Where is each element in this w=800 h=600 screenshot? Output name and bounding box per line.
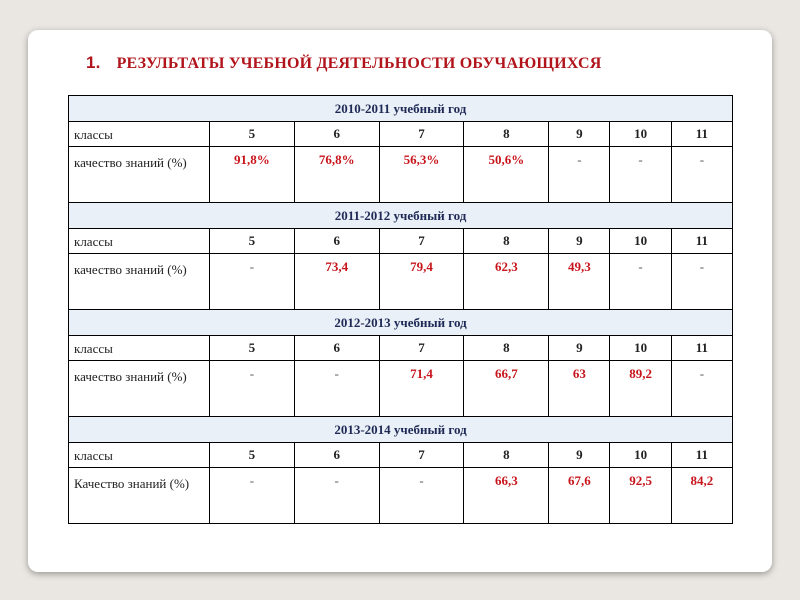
class-number-cell: 5 xyxy=(210,443,295,468)
class-number-cell: 7 xyxy=(379,336,464,361)
class-number-cell: 10 xyxy=(610,229,671,254)
class-number-cell: 5 xyxy=(210,229,295,254)
class-number-cell: 9 xyxy=(549,336,610,361)
quality-value-cell: 91,8% xyxy=(210,147,295,203)
year-row xyxy=(69,310,733,336)
results-table xyxy=(68,95,733,524)
class-number-cell: 7 xyxy=(379,443,464,468)
results-table-body xyxy=(69,96,733,524)
quality-value-cell: 89,2 xyxy=(610,361,671,417)
quality-value-cell: - xyxy=(610,254,671,310)
class-number-cell: 9 xyxy=(549,229,610,254)
class-number-cell: 6 xyxy=(294,443,379,468)
quality-value-cell: 79,4 xyxy=(379,254,464,310)
year-heading: 2012-2013 учебный год xyxy=(69,310,733,336)
classes-label: классы xyxy=(69,336,210,361)
quality-value-cell: - xyxy=(671,147,732,203)
class-number-cell: 6 xyxy=(294,229,379,254)
quality-row xyxy=(69,361,733,417)
class-number-cell: 5 xyxy=(210,122,295,147)
quality-value-cell: - xyxy=(210,468,295,524)
quality-value-cell: - xyxy=(610,147,671,203)
quality-value-cell: - xyxy=(671,254,732,310)
quality-value-cell: 76,8% xyxy=(294,147,379,203)
quality-value-cell: 63 xyxy=(549,361,610,417)
class-number-cell: 8 xyxy=(464,229,549,254)
class-number-cell: 9 xyxy=(549,443,610,468)
class-number-cell: 8 xyxy=(464,336,549,361)
quality-value-cell: - xyxy=(379,468,464,524)
class-number-cell: 6 xyxy=(294,122,379,147)
classes-label: классы xyxy=(69,122,210,147)
quality-value-cell: 66,7 xyxy=(464,361,549,417)
class-number-cell: 6 xyxy=(294,336,379,361)
class-number-cell: 10 xyxy=(610,122,671,147)
quality-value-cell: - xyxy=(294,361,379,417)
quality-label: качество знаний (%) xyxy=(69,361,210,417)
class-number-cell: 9 xyxy=(549,122,610,147)
quality-value-cell: 73,4 xyxy=(294,254,379,310)
quality-label: качество знаний (%) xyxy=(69,254,210,310)
year-heading: 2013-2014 учебный год xyxy=(69,417,733,443)
class-number-cell: 11 xyxy=(671,229,732,254)
class-number-cell: 10 xyxy=(610,336,671,361)
title-text: РЕЗУЛЬТАТЫ УЧЕБНОЙ ДЕЯТЕЛЬНОСТИ ОБУЧАЮЩИХСЯ xyxy=(116,55,602,72)
quality-row xyxy=(69,254,733,310)
quality-value-cell: 49,3 xyxy=(549,254,610,310)
classes-row xyxy=(69,229,733,254)
quality-value-cell: 67,6 xyxy=(549,468,610,524)
quality-label: Качество знаний (%) xyxy=(69,468,210,524)
quality-row xyxy=(69,147,733,203)
quality-value-cell: 62,3 xyxy=(464,254,549,310)
classes-label: классы xyxy=(69,443,210,468)
year-heading: 2011-2012 учебный год xyxy=(69,203,733,229)
quality-label: качество знаний (%) xyxy=(69,147,210,203)
quality-value-cell: 66,3 xyxy=(464,468,549,524)
quality-value-cell: 50,6% xyxy=(464,147,549,203)
quality-value-cell: - xyxy=(671,361,732,417)
class-number-cell: 5 xyxy=(210,336,295,361)
classes-label: классы xyxy=(69,229,210,254)
classes-row xyxy=(69,336,733,361)
class-number-cell: 11 xyxy=(671,443,732,468)
page-title xyxy=(86,53,601,73)
classes-row xyxy=(69,443,733,468)
quality-value-cell: 71,4 xyxy=(379,361,464,417)
year-row xyxy=(69,96,733,122)
class-number-cell: 7 xyxy=(379,122,464,147)
class-number-cell: 7 xyxy=(379,229,464,254)
quality-value-cell: - xyxy=(294,468,379,524)
quality-value-cell: 92,5 xyxy=(610,468,671,524)
class-number-cell: 8 xyxy=(464,443,549,468)
class-number-cell: 10 xyxy=(610,443,671,468)
quality-row xyxy=(69,468,733,524)
quality-value-cell: - xyxy=(549,147,610,203)
class-number-cell: 11 xyxy=(671,122,732,147)
quality-value-cell: - xyxy=(210,361,295,417)
year-heading: 2010-2011 учебный год xyxy=(69,96,733,122)
slide xyxy=(28,30,772,572)
class-number-cell: 11 xyxy=(671,336,732,361)
title-number: 1. xyxy=(86,53,101,72)
class-number-cell: 8 xyxy=(464,122,549,147)
quality-value-cell: 84,2 xyxy=(671,468,732,524)
quality-value-cell: - xyxy=(210,254,295,310)
classes-row xyxy=(69,122,733,147)
year-row xyxy=(69,417,733,443)
year-row xyxy=(69,203,733,229)
quality-value-cell: 56,3% xyxy=(379,147,464,203)
